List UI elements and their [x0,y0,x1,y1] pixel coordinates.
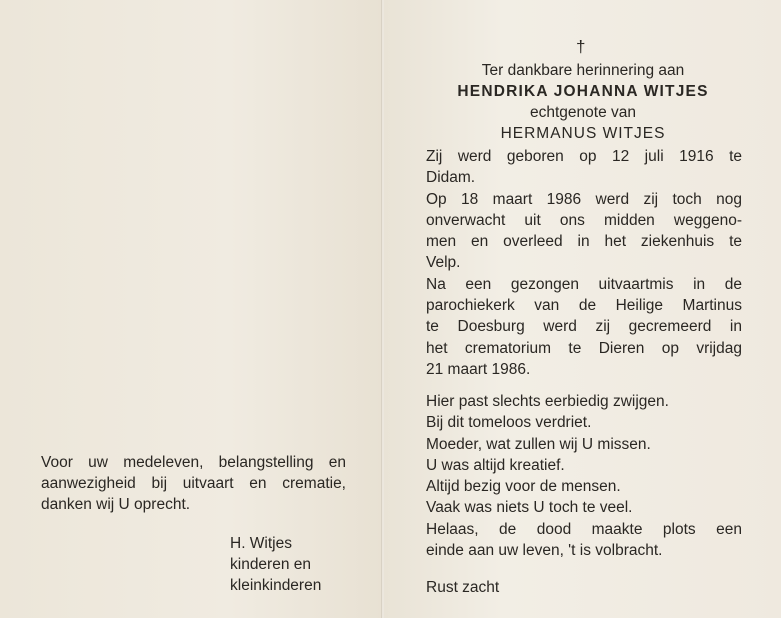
spouse-name: HERMANUS WITJES [500,125,666,142]
signature-block [230,533,321,596]
poem-line: Hier past slechts eerbiedig zwijgen. [426,393,669,410]
poem [426,391,742,561]
body-line: men en overleed in het ziekenhuis te [426,233,742,251]
closing-text: Rust zacht [426,579,500,596]
cross-icon: † [576,37,586,56]
signature-line: kinderen en [230,556,312,573]
body-line: Velp. [426,254,461,272]
thanks-line: danken wij U oprecht. [41,496,191,513]
signature-line: kleinkinderen [230,577,322,594]
poem-line: Bij dit tomeloos verdriet. [426,414,592,432]
poem-line: U was altijd kreatief. [426,456,565,474]
body-line: Na een gezongen uitvaartmis in de [426,275,742,293]
body-line: Zij werd geboren op 12 juli 1916 te [426,148,742,165]
poem-line: Moeder, wat zullen wij U missen. [426,435,651,453]
poem-line: Altijd bezig voor de mensen. [426,478,621,496]
deceased-name: HENDRIKA JOHANNA WITJES [457,83,709,100]
thanks-line: aanwezigheid bij uitvaart en crematie, [41,475,346,492]
body-line: te Doesburg werd zij gecremeerd in [426,318,742,336]
poem-line: Vaak was niets U toch te veel. [426,499,633,517]
body-line: Op 18 maart 1986 werd zij toch nog [426,190,742,208]
poem-line: einde aan uw leven, 't is volbracht. [426,542,663,560]
thanks-line: Voor uw medeleven, belangstelling en [41,454,346,471]
body-line: onverwacht uit ons midden weggeno- [426,211,742,229]
body-line: parochiekerk van de Heilige Martinus [426,297,742,315]
body-line: 21 maart 1986. [426,360,531,378]
biography-text [426,146,742,380]
intro-line: Ter dankbare herinnering aan [481,62,685,79]
thank-you-text [41,452,346,515]
poem-line: Helaas, de dood maakte plots een [426,520,742,538]
body-line: Didam. [426,169,476,187]
relation-line: echtgenote van [529,104,636,121]
left-page [0,0,382,618]
signature-line: H. Witjes [230,535,292,552]
body-line: het crematorium te Dieren op vrijdag [426,339,742,357]
